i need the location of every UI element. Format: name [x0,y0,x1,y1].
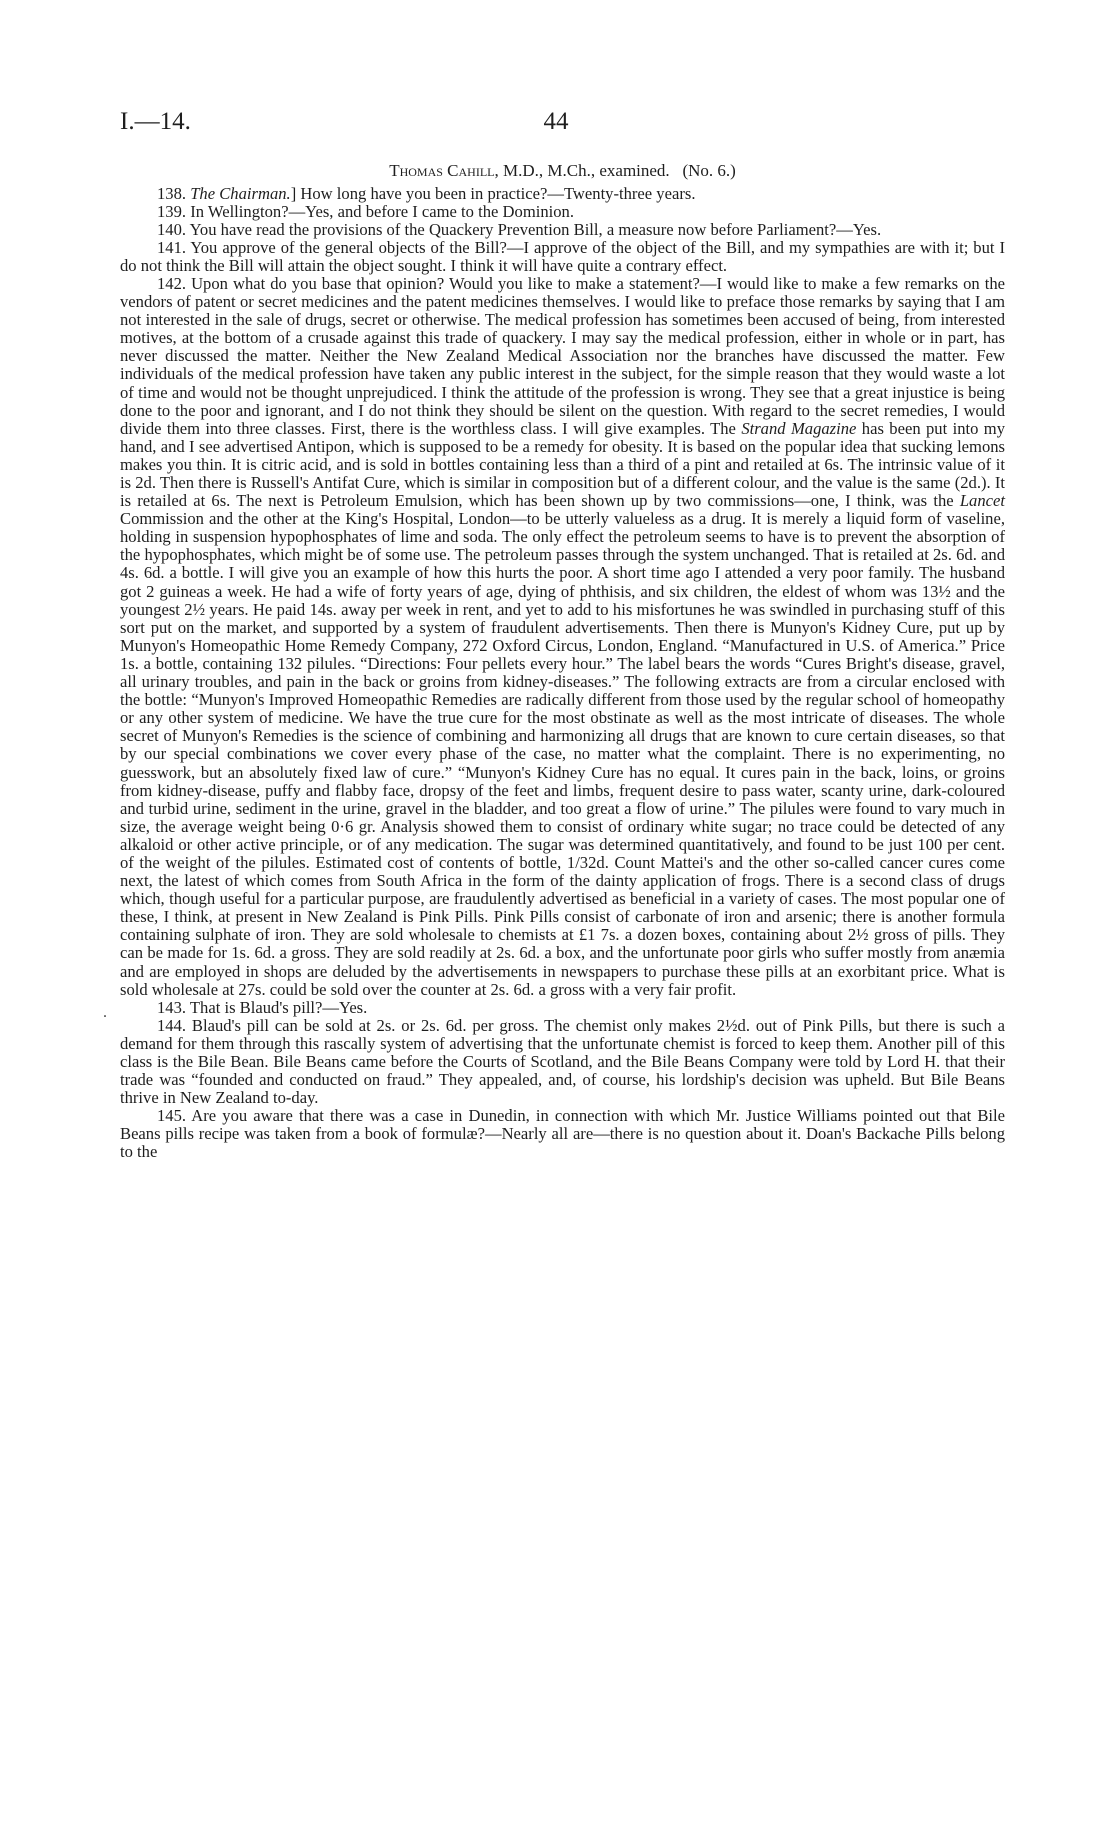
question-number: 141. [157,237,187,257]
paragraph-144 [120,1017,1005,1107]
question-number: 138. [157,183,187,203]
question-number: 142. [157,273,187,293]
speaker-name: The Chairman. [190,183,291,203]
page-number: 44 [543,108,569,135]
witness-number: (No. 6.) [682,161,736,180]
witness-name: Thomas Cahill [389,161,495,180]
publication-title: Strand Magazine [741,418,857,438]
paragraph-text: You approve of the general objects of the Bill?—I approve of the object of the Bill, and my sympathies are with it; but I do not think the Bill will attain the object sought. I think it will have quite a contrary effect. [120,237,1005,275]
question-number: 144. [157,1015,187,1035]
paragraph-140 [120,221,1005,239]
paragraph-141 [120,239,1005,275]
paragraph-139 [120,203,1005,221]
question-number: 140. [157,219,187,239]
paragraph-text: Blaud's pill can be sold at 2s. or 2s. 6d. per gross. The chemist only makes 2½d. out of Pink Pills, but there is such a demand for them through this rascally system of advertising that the unfortunate chemist is forced to keep them. Another pill of this class is the Bile Bean. Bile Beans came before the Courts of Scotland, and the Bile Beans Company were told by Lord H. that their trade was “founded and conducted on fraud.” They appealed, and, of course, his lordship's decision was upheld. But Bile Beans thrive in New Zealand to-day. [120,1015,1005,1108]
paragraph-143 [120,999,1005,1017]
paragraph-text: Commission and the other at the King's Hospital, London—to be utterly valueless as a drug. It is merely a liquid form of vaseline, holding in suspension hypophosphates of lime and soda. The only effect the petroleum seems to have is to prevent the absorption of the hypophosphates, which might be of some use. The petroleum passes through the system unchanged. That is retailed at 2s. 6d. and 4s. 6d. a bottle. I will give you an example of how this hurts the poor. A short time ago I attended a very poor family. The husband got 2 guineas a week. He had a wife of forty years of age, dying of phthisis, and six children, the eldest of whom was 13½ and the youngest 2½ years. He paid 14s. away per week in rent, and yet to add to his misfortunes he was swindled in purchasing stuff of this sort put on the market, and supported by a system of fraudulent advertisements. Then there is Munyon's Kidney Cure, put up by Munyon's Homeopathic Home Remedy Company, 272 Oxford Circus, London, England. “Manufactured in U.S. of America.” Price 1s. a bottle, containing 132 pilules. “Directions: Four pellets every hour.” The label bears the words “Cures Bright's disease, gravel, all urinary troubles, and pain in the back or groins from kidney-diseases.” The following extracts are from a circular enclosed with the bottle: “Munyon's Improved Homeopathic Remedies are radically different from those used by the regular school of homeopathy or any other system of medicine. We have the true cure for the most obstinate as well as the most intricate of diseases. The whole secret of Munyon's Remedies is the science of combining and harmonizing all drugs that are known to cure certain diseases, so that by our special combinations we cover every phase of the case, no matter what the complaint. There is no experimenting, no guesswork, but an absolutely fixed law of cure.” “Munyon's Kidney Cure has no equal. It cures pain in the back, loins, or groins from kidney-disease, puffy and flabby face, dropsy of the feet and limbs, frequent desire to pass water, scanty urine, dark-coloured and turbid urine, sediment in the urine, gravel in the bladder, and too great a flow of urine.” The pilules were found to vary much in size, the average weight being 0·6 gr. Analysis showed them to consist of ordinary white sugar; no trace could be detected of any alkaloid or other active principle, or of any medication. The sugar was determined quantitatively, and found to be just 100 per cent. of the weight of the pilules. Estimated cost of contents of bottle, 1/32d. Count Mattei's and the other so-called cancer cures come next, the latest of which comes from South Africa in the form of the dainty application of frogs. There is a second class of drugs which, though useful for a particular purpose, are fraudulently advertised as beneficial in a variety of cases. The most popular one of these, I think, at present in New Zealand is Pink Pills. Pink Pills consist of carbonate of iron and arsenic; there is another formula containing sulphate of iron. They are sold wholesale to chemists at £1 7s. a dozen boxes, containing about 2½ gross of pills. They can be made for 1s. 6d. a gross. They are sold readily at 2s. 6d. a box, and the unfortunate poor girls who suffer mostly from anæmia and are employed in shops are deluded by the advertisements in newspapers to purchase these pills at an exorbitant price. What is sold wholesale at 27s. could be sold over the counter at 2s. 6d. a gross with a very fair profit. [120,509,1005,999]
paragraph-text: That is Blaud's pill?—Yes. [189,997,368,1017]
witness-qualifications: , M.D., M.Ch., examined. [494,161,670,180]
paragraph-text: Upon what do you base that opinion? Would you like to make a statement?—I would like to make a few remarks on the vendors of patent or secret medicines and the patent medicines themselves. I would like to preface those remarks by saying that I am not interested in the sale of drugs, secret or otherwise. The medical profession has sometimes been accused of being, from interested motives, at the bottom of a crusade against this trade of quackery. I may say the medical profession, either in whole or in part, has never discussed the matter. Neither the New Zealand Medical Association nor the branches have discussed the matter. Few individuals of the medical profession have taken any public interest in the subject, for the simple reason that they would waste a lot of time and would not be thought unprejudiced. I think the attitude of the profession is wrong. They see that a great injustice is being done to the poor and ignorant, and I do not think they should be silent on the question. With regard to the secret remedies, I would divide them into three classes. First, there is the worthless class. I will give examples. The [120,273,1005,438]
question-number: 143. [157,997,187,1017]
document-reference: I.—14. [120,108,191,135]
paragraph-138 [120,185,1005,203]
paragraph-text: Are you aware that there was a case in Dunedin, in connection with which Mr. Justice Williams pointed out that Bile Beans pills recipe was taken from a book of formulæ?—Nearly all are—there is no question about it. Doan's Backache Pills belong to the [120,1106,1005,1162]
question-number: 139. [157,201,187,221]
question-number: 145. [157,1106,187,1126]
paragraph-text: You have read the provisions of the Quackery Prevention Bill, a measure now before Parliament?—Yes. [189,219,882,239]
paragraph-145 [120,1107,1005,1161]
witness-heading [120,162,1005,181]
page-header [0,108,1114,140]
paragraph-text: In Wellington?—Yes, and before I came to the Dominion. [190,201,574,221]
publication-title: Lancet [959,491,1005,511]
paragraph-text: has been put into my hand, and I see advertised Antipon, which is supposed to be a remedy for obesity. It is based on the popular idea that sucking lemons makes you thin. It is citric acid, and is sold in bottles containing less than a third of a pint and retailed at 6s. The intrinsic value of it is 2d. Then there is Russell's Antifat Cure, which is similar in composition but of a different colour, and the value is the same (2d.). It is retailed at 6s. The next is Petroleum Emulsion, which has been shown up by two commissions—one, I think, was the [120,418,1005,511]
paragraph-142 [120,275,1005,999]
margin-mark: . [103,1004,107,1021]
paragraph-text: ] How long have you been in practice?—Twenty-three years. [290,183,696,203]
page-body [120,162,1005,1162]
